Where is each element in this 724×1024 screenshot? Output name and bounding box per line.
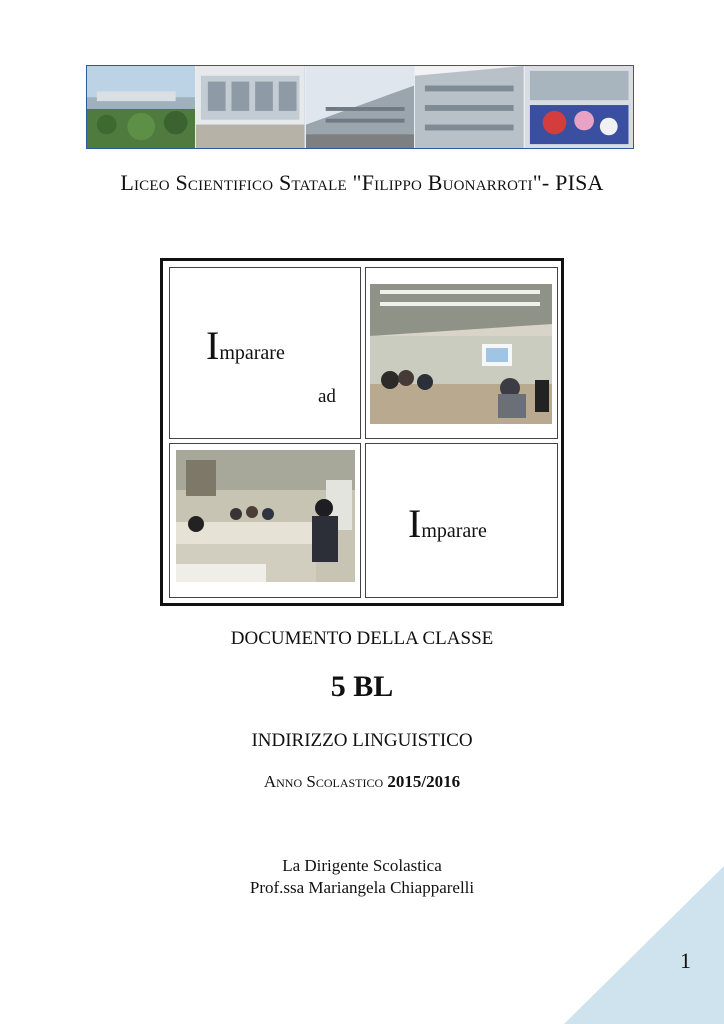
- scolastico-initial-s: S: [306, 772, 316, 791]
- motto-cell-imparare-ad: [169, 267, 361, 439]
- school-name-city: "- PISA: [532, 170, 604, 195]
- page-number: 1: [680, 948, 691, 973]
- school-name-initial-b: B: [427, 170, 443, 195]
- motto-imparare-first: [206, 323, 285, 368]
- motto-imparare-second: [408, 501, 487, 546]
- school-photo-banner: [86, 65, 634, 149]
- motto-cell-imparare-second: [365, 443, 558, 598]
- school-name-statale: tatale: [291, 170, 347, 195]
- school-name-initial-l: L: [120, 170, 134, 195]
- indirizzo: INDIRIZZO LINGUISTICO: [251, 730, 473, 751]
- dirigente-role: La Dirigente Scolastica: [282, 856, 442, 875]
- motto-cell-lab-photo: [169, 443, 361, 598]
- school-name-initial-f: F: [361, 170, 375, 195]
- anno-scolastico: [0, 772, 724, 792]
- school-name-filippo: ilippo: [374, 170, 428, 195]
- document-title: DOCUMENTO DELLA CLASSE: [230, 628, 494, 649]
- banner-photo-mural: [525, 66, 633, 148]
- anno-value: 2015/2016: [387, 772, 461, 791]
- motto-imparare-second-rest: mparare: [421, 520, 487, 542]
- school-name-quote: ": [346, 170, 362, 195]
- anno-initial-a: A: [263, 772, 277, 791]
- motto-cell-classroom-photo: [365, 267, 558, 439]
- banner-photo-entrance: [196, 66, 305, 148]
- dirigente-name: Prof.ssa Mariangela Chiapparelli: [249, 878, 475, 897]
- school-name-initial-s2: S: [278, 170, 292, 195]
- banner-photo-facade: [415, 66, 524, 148]
- motto-imparare-first-rest: mparare: [219, 342, 285, 364]
- school-name-initial-s1: S: [175, 170, 188, 195]
- school-name-buonarroti: uonarroti: [442, 170, 533, 195]
- banner-photo-building: [306, 66, 415, 148]
- anno-word: nno: [276, 772, 307, 791]
- classroom-photo: [370, 284, 552, 424]
- motto-grid: [160, 258, 564, 606]
- laboratory-photo: [176, 450, 355, 582]
- scolastico-word: colastico: [315, 772, 388, 791]
- decorative-corner-triangle: [564, 866, 724, 1024]
- school-name-scientifico: cientifico: [187, 170, 279, 195]
- banner-photo-campus: [87, 66, 196, 148]
- class-name: 5 BL: [330, 670, 394, 703]
- motto-initial-i-first: I: [206, 323, 220, 368]
- school-name: [0, 170, 724, 196]
- school-name-liceo: iceo: [133, 170, 176, 195]
- motto-ad: ad: [318, 386, 336, 407]
- motto-initial-i-second: I: [408, 501, 422, 546]
